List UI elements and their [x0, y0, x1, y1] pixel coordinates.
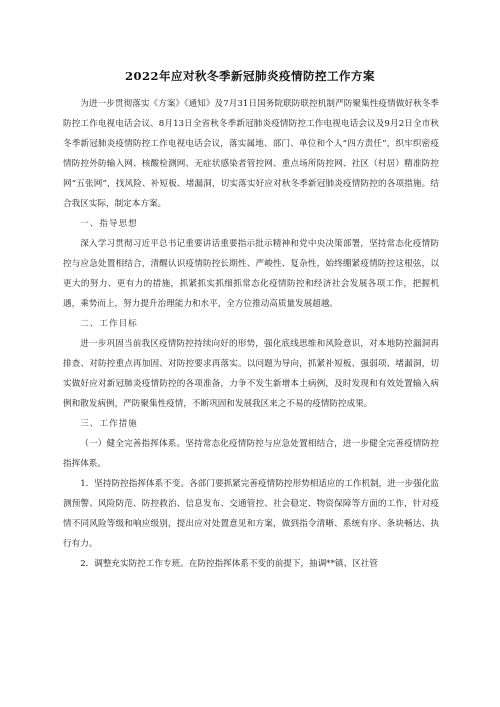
document-title: 2022年应对秋冬季新冠肺炎疫情防控工作方案	[124, 69, 375, 83]
paragraph: 深入学习贯彻习近平总书记重要讲话重要指示批示精神和党中央决策部署，坚持常态化疫情防控与应急处置相结合，清醒认识疫情防控长期性、严峻性、复杂性，始终绷紧疫情防控这根弦，以更大的努力、更有力的措施，抓紧抓实抓细抓常态化疫情防控和经济社会发展各项工作，把握机遇，乘势而上，努力提升治理能力和水平，全方位推动高质量发展超越。	[63, 239, 439, 309]
paragraph: 为进一步贯彻落实《方案》《通知》及7月31日国务院联防联控机制严防聚集性疫情做好秋冬季防控工作电视电话会议、8月13日全省秋冬季新冠肺炎疫情防控工作电视电话会议及9月2日全市秋冬季新冠肺炎疫情防控工作电视电话会议，落实属地、部门、单位和个人“四方责任”，织牢织密疫情防控外防输入网、核酸检测网、无症状感染者管控网、重点场所防控网、社区（村居）精准防控网“五张网”，找风险、补短板、堵漏洞，切实落实好应对秋冬季新冠肺炎疫情防控的各项措施。结合我区实际，制定本方案。	[63, 99, 439, 209]
document-body	[63, 94, 439, 574]
section-heading: 二、工作目标	[80, 319, 138, 329]
paragraph: （一）健全完善指挥体系。坚持常态化疫情防控与应急处置相结合，进一步健全完善疫情防控指挥体系。	[63, 439, 439, 469]
paragraph: 1．坚持防控指挥体系不变。各部门要抓紧完善疫情防控形势相适应的工作机制，进一步强化监测预警、风险防范、防控救治、信息发布、交通管控、社会稳定、物资保障等方面的工作，针对疫情不同风险等级和响应级别，提出应对处置意见和方案，做到指令清晰、系统有序、条块畅达、执行有力。	[63, 479, 439, 549]
section-heading: 一、指导思想	[80, 219, 138, 229]
section-heading: 三、工作措施	[80, 419, 138, 429]
paragraph: 进一步巩固当前我区疫情防控持续向好的形势，强化底线思维和风险意识，对本地防控漏洞再排查、对防控重点再加固、对防控要求再落实。以问题为导向，抓紧补短板、强弱项、堵漏洞，切实做好应对新冠肺炎疫情防控的各项准备，力争不发生新增本土病例，及时发现和有效处置输入病例和散发病例，严防聚集性疫情，不断巩固和发展我区来之不易的疫情防控成果。	[63, 339, 439, 409]
paragraph: 2．调整充实防控工作专班。在防控指挥体系不变的前提下，抽调**镇、区社管	[80, 559, 378, 569]
